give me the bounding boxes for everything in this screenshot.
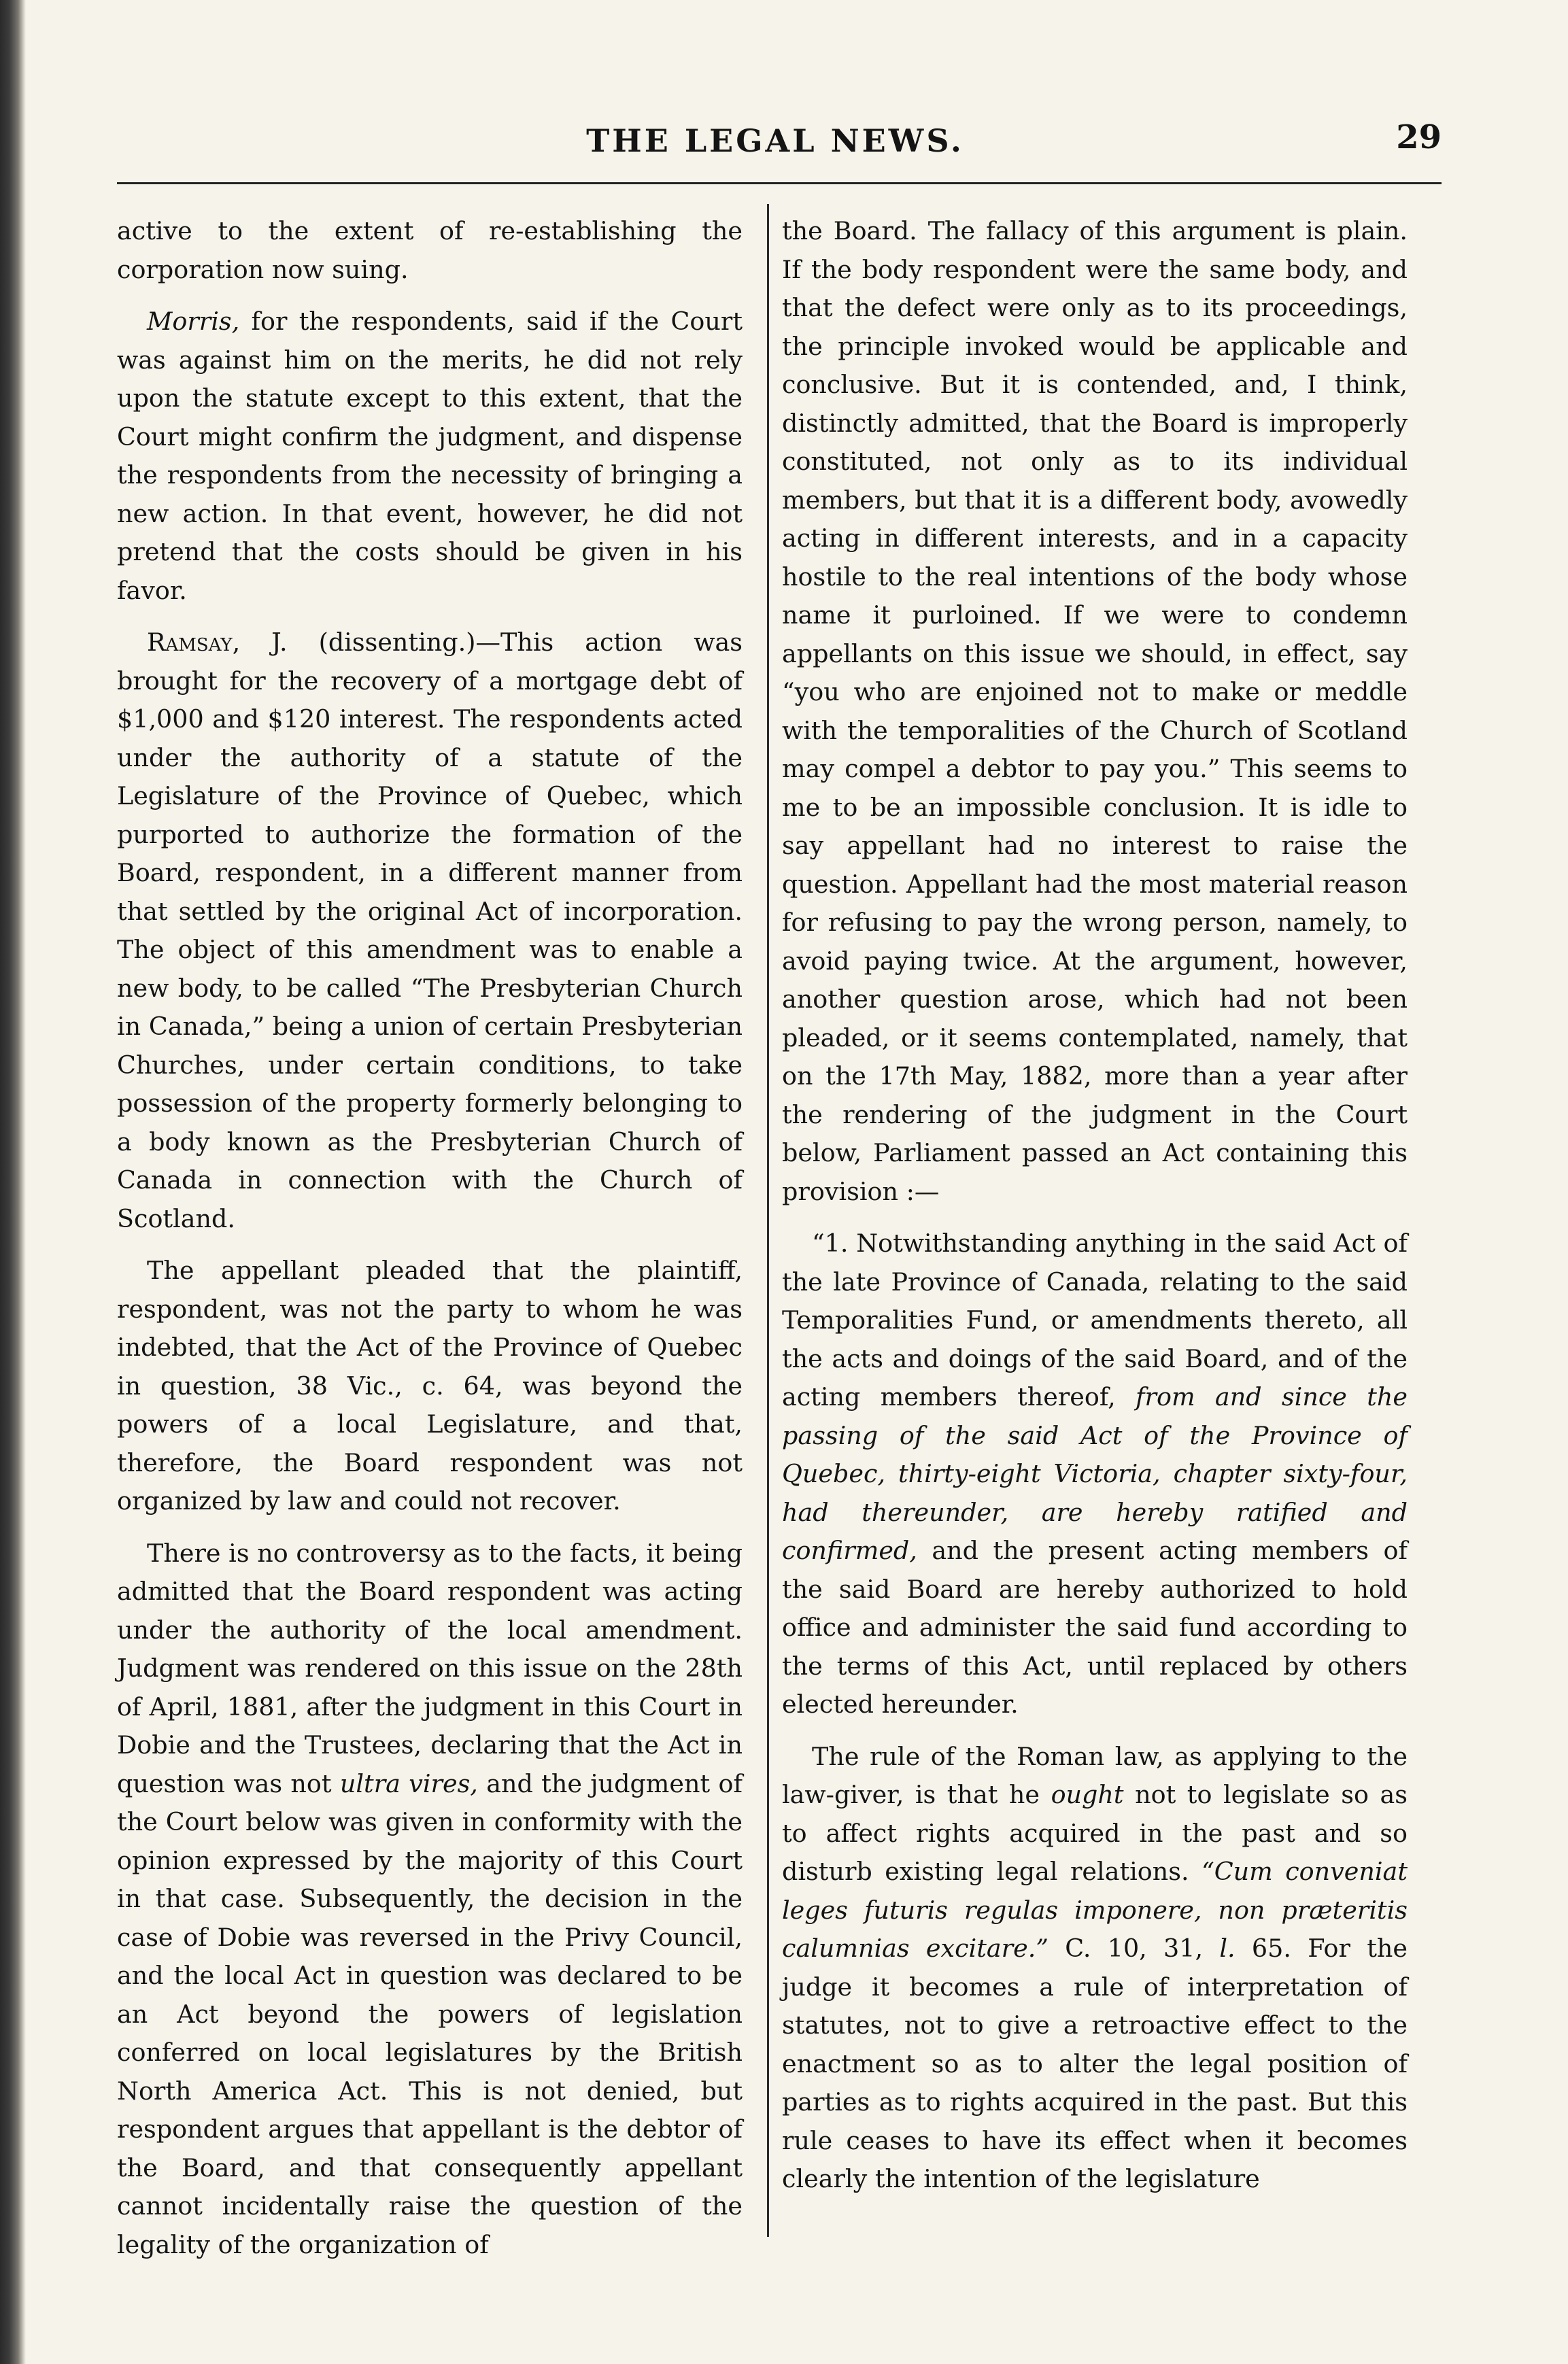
paragraph-text: not to legislate so as to affect rights acquired in the past and so disturb existing legal relations. — [782, 1780, 1408, 1886]
statute-quote — [782, 1224, 1408, 1724]
paragraph-roman-law — [782, 1738, 1408, 2199]
paragraph-text: for the respondents, said if the Court was against him on the merits, he did not rely upon the statute except to this extent, that the Court might confirm the judgment, and dispense the respondents from the necessity of bringing a new action. In that event, however, he did not pretend that the costs should be given in his favor. — [117, 307, 743, 605]
paragraph-text: There is no controversy as to the facts, it being admitted that the Board respondent was acting under the authority of the local amendment. Judgment was rendered on this issue on the 28th of April, 1881, after the judgment in this Court in Dobie and the Trustees, declaring that the Act in question was not — [117, 1538, 743, 1798]
paragraph-continuation: active to the extent of re-establishing the corporation now suing. — [117, 216, 743, 284]
page-binding-edge — [0, 0, 26, 2364]
paragraph-text: C. 10, 31, — [1048, 1934, 1220, 1963]
left-column — [117, 212, 743, 2278]
quote-emphasis: from and since the passing of the said Act of the Province of Quebec, thirty-eight Victoria, chapter sixty-four, had thereunder, are hereby ratified and confirmed, — [782, 1382, 1408, 1565]
judge-name: Ramsay, — [147, 628, 241, 657]
latin-term: ultra vires, — [339, 1768, 478, 1798]
paragraph-ramsay — [117, 623, 743, 1238]
citation-letter: l. — [1219, 1934, 1235, 1963]
emphasis: ought — [1051, 1780, 1124, 1809]
paragraph-appellant-plea: The appellant pleaded that the plaintiff, respondent, was not the party to whom he was indebted, that the Act of the Province of Quebec in question, 38 Vic., c. 64, was beyond the powers of a local Legislature, and that, therefore, the Board respondent was not organized by law and could not recover. — [117, 1256, 743, 1515]
speaker-name: Morris, — [147, 307, 240, 336]
quote-text: “1. Notwithstanding anything in the said Act of the late Province of Canada, relating to the said Temporalities Fund, or amendments thereto, all the acts and doings of the said Board, and of the acting members thereof, — [782, 1229, 1408, 1411]
header-rule — [117, 182, 1442, 184]
running-title: THE LEGAL NEWS. — [586, 122, 964, 159]
right-column — [782, 212, 1408, 2212]
page-number: 29 — [1396, 118, 1442, 156]
paragraph-text: and the judgment of the Court below was given in conformity with the opinion expressed by the majority of this Court in that case. Subsequently, the decision in the case of Dobie was reversed in the Privy Council, and the local Act in question was declared to be an Act beyond the powers of legislation conferred on local legislatures by the British North America Act. This is not denied, but respondent argues that appellant is the debtor of the Board, and that consequently appellant cannot incidentally raise the question of the legality of the organization of — [117, 1768, 743, 2259]
paragraph-text: The rule of the Roman law, as applying to the law-giver, is that he — [782, 1741, 1408, 1809]
paragraph-facts — [117, 1535, 743, 2265]
paragraph-continuation: the Board. The fallacy of this argument is plain. If the body respondent were the same body, and that the defect were only as to its proceedings, the principle invoked would be applicable and conclusive. But it is contended, and, I think, distinctly admitted, that the Board is improperly constituted, not only as to its individual members, but that it is a different body, avowedly acting in different interests, and in a capacity hostile to the real intentions of the body whose name it purloined. If we were to condemn appellants on this issue we should, in effect, say “you who are enjoined not to make or meddle with the temporalities of the Church of Scotland may compel a debtor to pay you.” This seems to me to be an impossible conclusion. It is idle to say appellant had no interest to raise the question. Appellant had the most material reason for refusing to pay the wrong person, namely, to avoid paying twice. At the argument, however, another question arose, which had not been pleaded, or it seems contemplated, namely, that on the 17th May, 1882, more than a year after the rendering of the judgment in the Court below, Parliament passed an Act containing this provision :— — [782, 216, 1408, 1206]
quote-text: and the present acting members of the said Board are hereby authorized to hold office and administer the said fund according to the terms of this Act, until replaced by others elected hereunder. — [782, 1536, 1408, 1719]
latin-quote: “Cum conveniat leges futuris regulas imponere, non præteritis calumnias excitare.” — [782, 1857, 1408, 1963]
paragraph-text: J. (dissenting.)—This action was brought for the recovery of a mortgage debt of $1,000 and $120 interest. The respondents acted under the authority of a statute of the Legislature of the Province of Quebec, which purported to authorize the formation of the Board, respondent, in a different manner from that settled by the original Act of incorporation. The object of this amendment was to enable a new body, to be called “The Presbyterian Church in Canada,” being a union of certain Presbyterian Churches, under certain conditions, to take possession of the property formerly belonging to a body known as the Presbyterian Church of Canada in connection with the Church of Scotland. — [117, 628, 743, 1233]
paragraph-text: 65. For the judge it becomes a rule of interpretation of statutes, not to give a retroactive effect to the enactment so as to alter the legal position of parties as to rights acquired in the past. But this rule ceases to have its effect when it becomes clearly the intention of the legislature — [782, 1934, 1408, 2193]
paragraph-morris — [117, 303, 743, 610]
page-header — [109, 118, 1442, 184]
column-divider — [767, 204, 769, 2237]
